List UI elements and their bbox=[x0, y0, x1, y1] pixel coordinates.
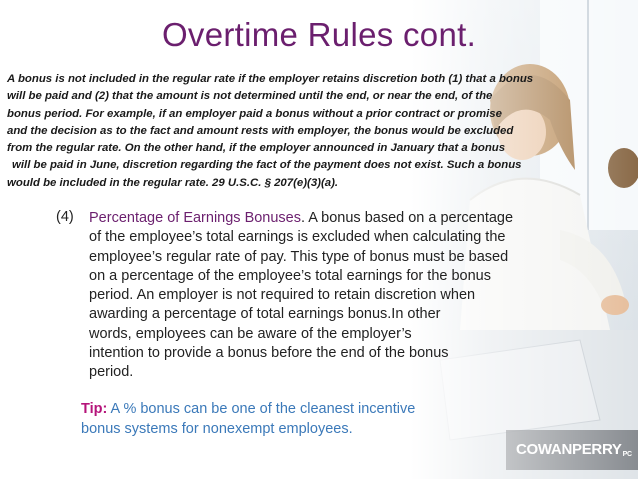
slide-title: Overtime Rules cont. bbox=[161, 16, 477, 53]
intro-line: A bonus is not included in the regular rate if the employer retains discretion both (1) that a bonus bbox=[7, 73, 534, 85]
item-number: (4) bbox=[56, 209, 74, 225]
item-heading: Percentage of Earnings Bonuses bbox=[89, 210, 301, 226]
tip-text-1: A % bonus can be one of the cleanest incentive bbox=[107, 401, 416, 417]
intro-line: and the decision as to the fact and amount rests with employer, the bonus would be excluded bbox=[7, 124, 514, 137]
tip-label: Tip: bbox=[81, 401, 108, 417]
item-paragraph bbox=[89, 209, 529, 383]
logo-main: COWAN bbox=[516, 441, 572, 458]
item-line: period. bbox=[89, 364, 134, 381]
item-line: on a percentage of the employee’s total earnings for the bonus bbox=[89, 267, 491, 284]
intro-line: from the regular rate. On the other hand, if the employer announced in January that a bonus bbox=[7, 142, 506, 155]
tip-line bbox=[81, 399, 415, 419]
tip-text-2: bonus systems for nonexempt employees. bbox=[81, 421, 353, 437]
item-line: intention to provide a bonus before the end of the bonus bbox=[89, 345, 449, 362]
item-line: period. An employer is not required to retain discretion when bbox=[89, 287, 476, 304]
intro-line: will be paid in June, discretion regarding the fact of the payment does not exist. Such a bonus bbox=[12, 159, 522, 172]
intro-line: will be paid and (2) that the amount is not determined until the end, or near the end, of the bbox=[7, 90, 493, 103]
item-first-line-rest: . A bonus based on a percentage bbox=[301, 210, 514, 226]
intro-paragraph bbox=[7, 71, 607, 192]
item-line: words, employees can be aware of the employer’s bbox=[89, 325, 412, 342]
logo-second: PERRY bbox=[572, 441, 622, 458]
logo-suffix: PC bbox=[622, 451, 632, 458]
item-line: employee’s regular rate of pay. This type of bonus must be based bbox=[89, 248, 509, 265]
intro-line: would be included in the regular rate. 29 U.S.C. § 207(e)(3)(a). bbox=[7, 176, 339, 189]
intro-line: bonus period. For example, if an employer paid a bonus without a prior contract or promise bbox=[7, 107, 502, 120]
item-first-line bbox=[89, 209, 529, 228]
tip-box bbox=[81, 399, 415, 439]
item-line: awarding a percentage of total earnings bonus.In other bbox=[89, 306, 441, 323]
item-line: of the employee’s total earnings is excluded when calculating the bbox=[89, 229, 506, 246]
company-logo bbox=[516, 441, 632, 458]
